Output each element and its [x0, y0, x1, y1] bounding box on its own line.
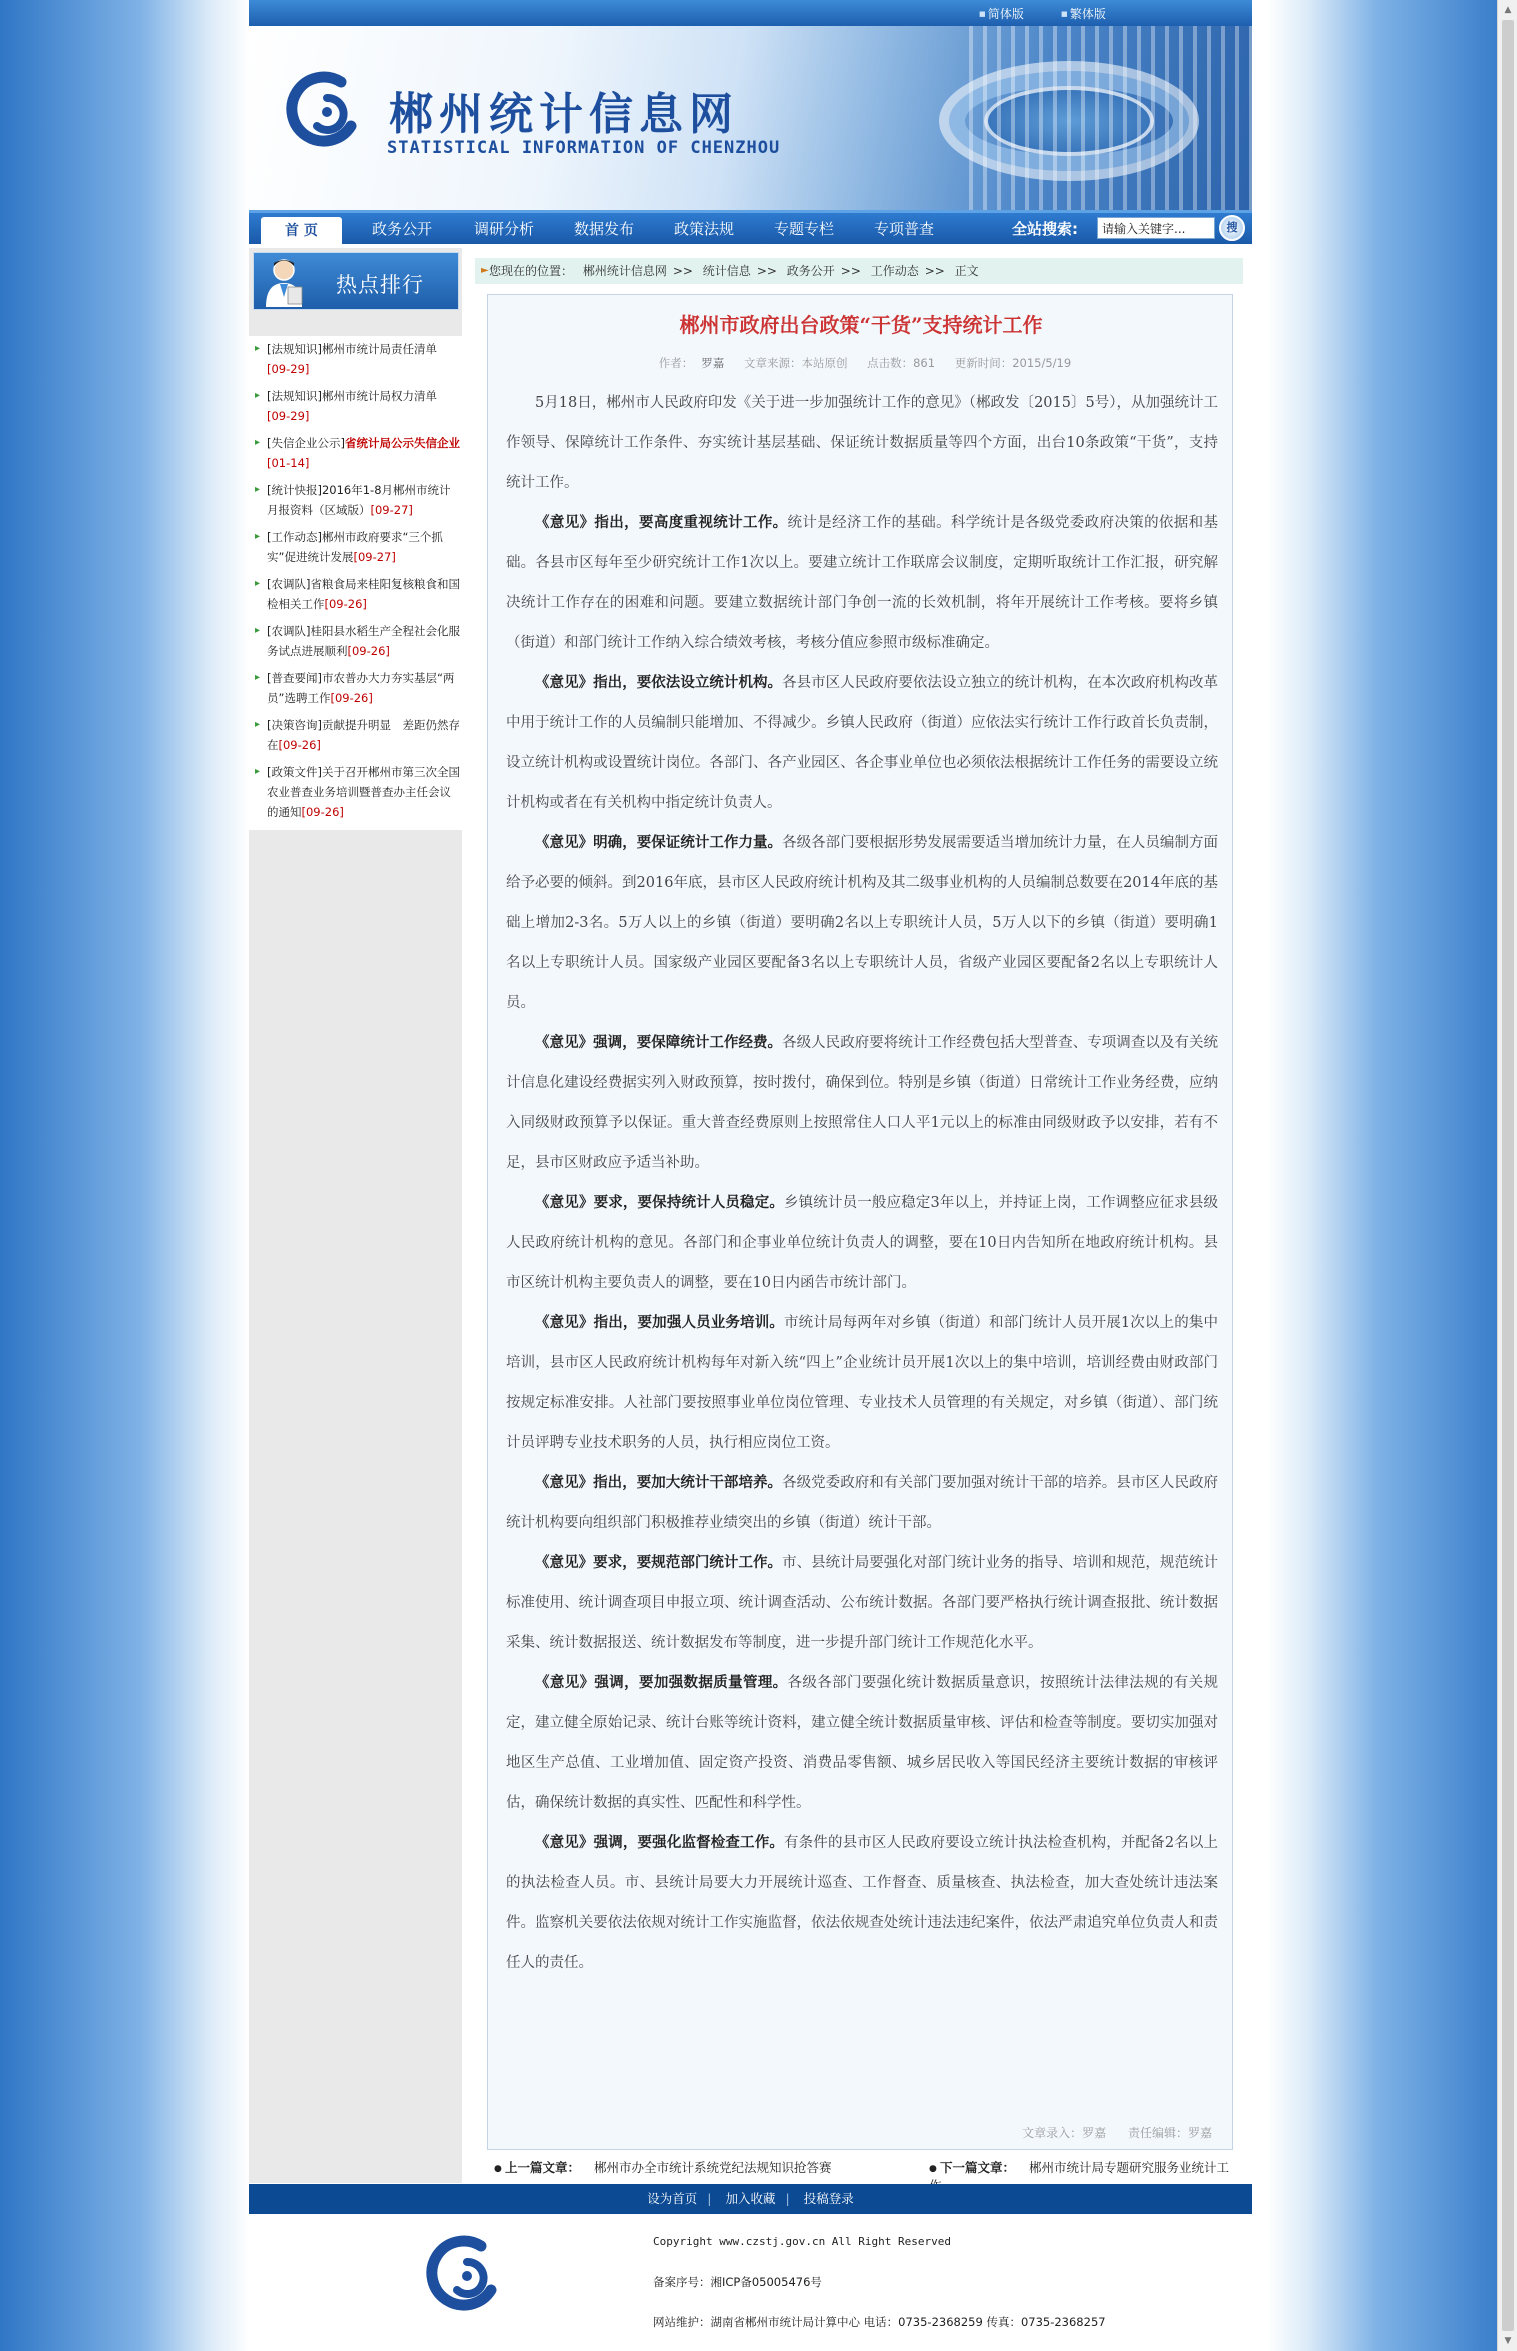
- article-source: 文章来源：本站原创: [743, 356, 848, 370]
- author-label: 作者：: [658, 356, 694, 370]
- site-title-cn: 郴州统计信息网: [389, 89, 739, 140]
- top-bar: [249, 0, 1252, 26]
- hot-ranking-header: [253, 252, 459, 310]
- site-logo-icon: [281, 68, 365, 152]
- breadcrumb-item[interactable]: 工作动态: [870, 264, 919, 278]
- window-scrollbar[interactable]: [1497, 0, 1517, 2351]
- submit-login-link[interactable]: 投稿登录: [803, 2191, 854, 2206]
- hot-item[interactable]: ▸ [农调队]省粮食局来桂阳复核粮食和国检相关工作[09-26]: [253, 571, 460, 618]
- article-paragraph: 5月18日，郴州市人民政府印发《关于进一步加强统计工作的意见》（郴政发〔2015〕5号），从加强统计工作领导、保障统计工作条件、夯实统计基层基础、保证统计数据质量等四个方面，出台10条政策“干货”，支持统计工作。: [506, 395, 1218, 491]
- article-paragraph: 《意见》指出，要依法设立统计机构。各县市区人民政府要依法设立独立的统计机构，在本次政府机构改革中用于统计工作的人员编制只能增加、不得减少。乡镇人民政府（街道）应依法实行统计工作行政首长负责制，设立统计机构或设置统计岗位。各部门、各产业园区、各企事业单位也必须依法根据统计工作任务的需要设立统计机构或者在有关机构中指定统计负责人。: [506, 674, 1219, 811]
- icp-record: 备案序号：湘ICP备05005476号: [653, 2275, 822, 2289]
- copyright-text: Copyright www.czstj.gov.cn All Right Reserved: [653, 2235, 952, 2248]
- next-article-link[interactable]: 郴州市统计局专题研究服务业统计工: [1029, 2160, 1230, 2175]
- prev-article-label: ● 上一篇文章：: [494, 2160, 580, 2175]
- article-body: [506, 383, 1218, 1983]
- scroll-down-icon[interactable]: ▼: [1504, 2336, 1512, 2346]
- article-hits: 点击数：861: [867, 356, 936, 370]
- traditional-version-link[interactable]: ■ 繁体版: [1061, 5, 1106, 22]
- breadcrumb-current: 正文: [954, 264, 979, 278]
- simplified-version-link[interactable]: ■ 简体版: [979, 5, 1024, 22]
- sidebar-title: 热点排行: [336, 273, 424, 297]
- prev-article: [494, 2158, 832, 2176]
- article-footer: [1004, 2124, 1212, 2141]
- breadcrumb-arrow-icon: ►: [481, 265, 489, 276]
- banner-stripes: [969, 26, 1252, 210]
- article-paragraph: 《意见》要求，要保持统计人员稳定。乡镇统计员一般应稳定3年以上，并持证上岗，工作调整应征求县级人民政府统计机构的意见。各部门和企事业单位统计负责人的调整，要在10日内告知所在地政府统计机构。县市区统计机构主要负责人的调整，要在10日内函告市统计部门。: [506, 1194, 1218, 1291]
- hot-item[interactable]: ▸ [普查要闻]市农普办大力夯实基层“两员”选聘工作[09-26]: [253, 665, 460, 712]
- breadcrumb-label: 您现在的位置：: [489, 264, 574, 278]
- hot-item[interactable]: ▸ [工作动态]郴州市政府要求“三个抓实”促进统计发展[09-27]: [253, 524, 460, 571]
- article-updated: 更新时间：2015/5/19: [954, 356, 1072, 370]
- hot-ranking-list: [249, 336, 462, 830]
- nav-item-data-release[interactable]: 数据发布: [574, 220, 635, 238]
- entry-by: 文章录入：罗嘉: [1022, 2126, 1107, 2140]
- prev-next-nav: [494, 2158, 1234, 2178]
- page-container: [249, 0, 1252, 2351]
- breadcrumb: [475, 258, 1243, 284]
- search-button[interactable]: 搜: [1219, 215, 1245, 241]
- set-homepage-link[interactable]: 设为首页: [647, 2191, 698, 2206]
- article-paragraph: 《意见》强调，要加强数据质量管理。各级各部门要强化统计数据质量意识，按照统计法律法规的有关规定，建立健全原始记录、统计台账等统计资料，建立健全统计数据质量审核、评估和检查等制度。要切实加强对地区生产总值、工业增加值、固定资产投资、消费品零售额、城乡居民收入等国民经济主要统计数据的审核评估，确保统计数据的真实性、匹配性和科学性。: [506, 1674, 1218, 1811]
- search-label: 全站搜索:: [1012, 220, 1078, 238]
- breadcrumb-separator: >>: [756, 264, 777, 278]
- article-paragraph: 《意见》指出，要高度重视统计工作。统计是经济工作的基础。科学统计是各级党委政府决策的依据和基础。各县市区每年至少研究统计工作1次以上。要建立统计工作联席会议制度，定期听取统计工作汇报，研究解决统计工作存在的困难和问题。要建立数据统计部门争创一流的长效机制，将年开展统计工作考核。要将乡镇（街道）和部门统计工作纳入综合绩效考核，考核分值应参照市级标准确定。: [506, 514, 1218, 651]
- person-icon: [262, 257, 306, 307]
- breadcrumb-separator: >>: [672, 264, 693, 278]
- hot-item[interactable]: ▸ [法规知识]郴州市统计局权力清单[09-29]: [253, 383, 460, 430]
- nav-item-policies[interactable]: 政策法规: [674, 220, 735, 238]
- hot-item[interactable]: ▸ [法规知识]郴州市统计局责任清单[09-29]: [253, 336, 460, 383]
- footer-logo-icon: [421, 2232, 505, 2316]
- add-favorite-link[interactable]: 加入收藏: [725, 2191, 776, 2206]
- next-article-label: ● 下一篇文章：: [929, 2160, 1015, 2175]
- site-title-en: STATISTICAL INFORMATION OF CHENZHOU: [387, 138, 781, 158]
- article-paragraph: 《意见》指出，要加大统计干部培养。各级党委政府和有关部门要加强对统计干部的培养。县市区人民政府统计机构要向组织部门积极推荐业绩突出的乡镇（街道）统计干部。: [506, 1474, 1219, 1531]
- footer-links-bar: 设为首页 | 加入收藏 | 投稿登录: [249, 2184, 1252, 2214]
- article-paragraph: 《意见》强调，要强化监督检查工作。有条件的县市区人民政府要设立统计执法检查机构，并配备2名以上的执法检查人员。市、县统计局要大力开展统计巡查、工作督查、质量核查、执法检查，加大查处统计违法案件。监察机关要依法依规对统计工作实施监督，依法依规查处统计违法违纪案件，依法严肃追究单位负责人和责任人的责任。: [506, 1834, 1218, 1971]
- hot-item[interactable]: ▸ [决策咨询]贡献提升明显 差距仍然存在[09-26]: [253, 712, 460, 759]
- hot-item[interactable]: ▸ [统计快报]2016年1-8月郴州市统计月报资料（区域版）[09-27]: [253, 477, 460, 524]
- article-title: 郴州市政府出台政策“干货”支持统计工作: [679, 313, 1043, 337]
- maintainer-info: 网站维护：湖南省郴州市统计局计算中心 电话：0735-2368259 传真：0735-2368257: [653, 2315, 1106, 2329]
- article-paragraph: 《意见》强调，要保障统计工作经费。各级人民政府要将统计工作经费包括大型普查、专项调查以及有关统计信息化建设经费据实列入财政预算，按时拨付，确保到位。特别是乡镇（街道）日常统计工作业务经费，应纳入同级财政预算予以保证。重大普查经费原则上按照常住人口人平1元以上的标准由同级财政予以安排，若有不足，县市区财政应予适当补助。: [506, 1034, 1219, 1171]
- search-input[interactable]: [1097, 217, 1215, 239]
- nav-item-special-census[interactable]: 专项普查: [874, 220, 935, 238]
- main-nav: [249, 210, 1252, 244]
- article-paragraph: 《意见》明确，要保证统计工作力量。各级各部门要根据形势发展需要适当增加统计力量，在人员编制方面给予必要的倾斜。到2016年底，县市区人民政府统计机构及其二级事业机构的人员编制总数要在2014年底的基础上增加2-3名。5万人以上的乡镇（街道）要明确2名以上专职统计人员，5万人以下的乡镇（街道）要明确1名以上专职统计人员。国家级产业园区要配备3名以上专职统计人员，省级产业园区要配备2名以上专职统计人员。: [506, 834, 1219, 1011]
- nav-item-home[interactable]: 首 页: [261, 217, 342, 247]
- site-banner: [249, 26, 1252, 210]
- hot-item[interactable]: ▸ [失信企业公示]省统计局公示失信企业[01-14]: [253, 430, 460, 477]
- article-paragraph: 《意见》要求，要规范部门统计工作。市、县统计局要强化对部门统计业务的指导、培训和规范，规范统计标准使用、统计调查项目申报立项、统计调查活动、公布统计数据。各部门要严格执行统计调查报批、统计数据采集、统计数据报送、统计数据发布等制度，进一步提升部门统计工作规范化水平。: [506, 1554, 1219, 1651]
- hot-item[interactable]: ▸ [政策文件]关于召开郴州市第三次全国农业普查业务培训暨普查办主任会议的通知[09-26]: [253, 759, 460, 826]
- breadcrumb-separator: >>: [840, 264, 861, 278]
- article-box: [487, 294, 1233, 2150]
- sidebar: [249, 248, 462, 2183]
- nav-item-special-topics[interactable]: 专题专栏: [774, 220, 835, 238]
- hot-item[interactable]: ▸ [农调队]桂阳县水稻生产全程社会化服务试点进展顺利[09-26]: [253, 618, 460, 665]
- breadcrumb-item[interactable]: 统计信息: [702, 264, 751, 278]
- footer-info: [653, 2222, 1106, 2342]
- breadcrumb-item[interactable]: 郴州统计信息网: [582, 264, 667, 278]
- article-meta: [488, 355, 1234, 371]
- responsible-editor: 责任编辑：罗嘉: [1127, 2126, 1212, 2140]
- breadcrumb-item[interactable]: 政务公开: [786, 264, 835, 278]
- author-name: 罗嘉: [701, 356, 725, 370]
- nav-item-government-affairs[interactable]: 政务公开: [372, 220, 433, 238]
- breadcrumb-separator: >>: [924, 264, 945, 278]
- scrollbar-thumb[interactable]: [1502, 20, 1514, 2331]
- article-paragraph: 《意见》指出，要加强人员业务培训。市统计局每两年对乡镇（街道）和部门统计人员开展1次以上的集中培训，县市区人民政府统计机构每年对新入统“四上”企业统计员开展1次以上的集中培训，培训经费由财政部门按规定标准安排。人社部门要按照事业单位岗位管理、专业技术人员管理的有关规定，对乡镇（街道）、部门统计员评聘专业技术职务的人员，执行相应岗位工资。: [506, 1314, 1218, 1451]
- scroll-up-icon[interactable]: ▲: [1504, 5, 1512, 15]
- nav-item-research-analysis[interactable]: 调研分析: [474, 220, 535, 238]
- prev-article-link[interactable]: 郴州市办全市统计系统党纪法规知识抢答赛: [594, 2160, 832, 2175]
